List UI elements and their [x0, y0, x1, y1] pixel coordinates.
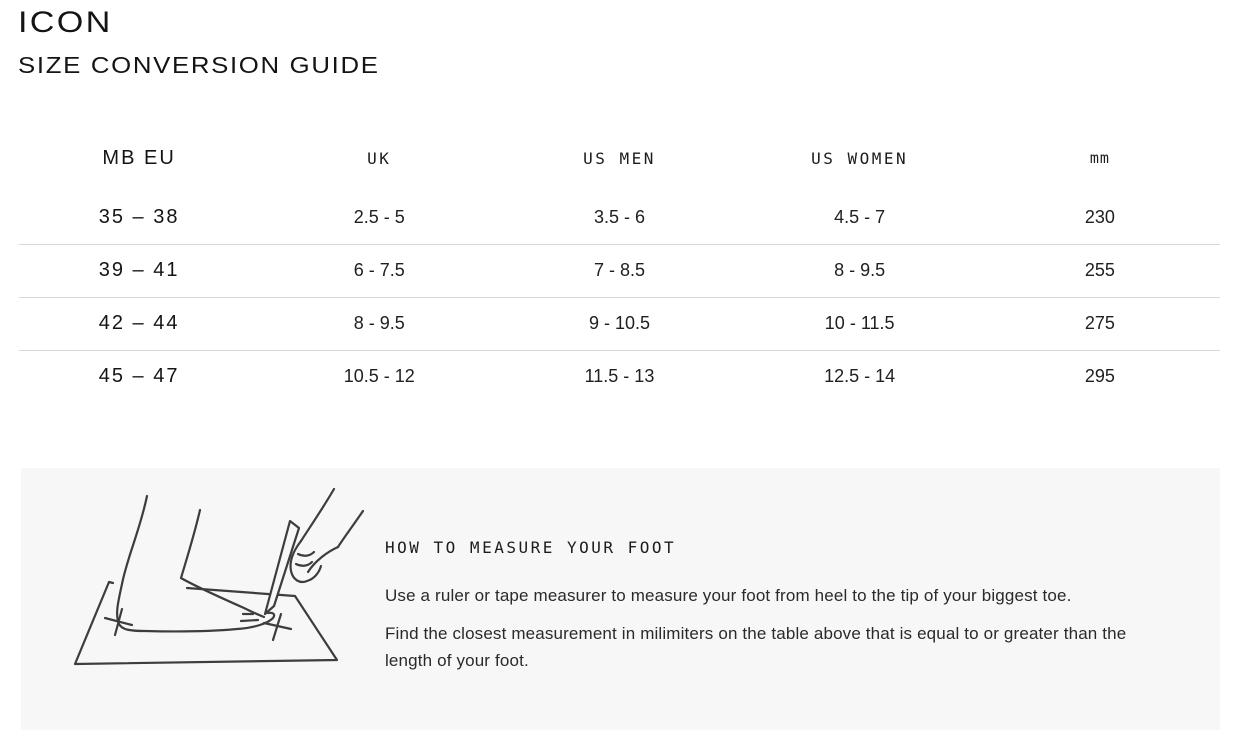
hand-knuckles	[296, 552, 314, 566]
page-subtitle: SIZE CONVERSION GUIDE	[18, 52, 380, 78]
foot-top-line	[181, 510, 264, 617]
table-cell: 4.5 - 7	[740, 191, 980, 244]
pen	[265, 521, 299, 614]
table-header-row	[19, 125, 1220, 191]
toe-cross-mark	[264, 614, 291, 640]
column-header-us-women: US WOMEN	[811, 148, 909, 168]
measure-paragraph-2: Find the closest measurement in milimiters on the table above that is equal to or greater than the length of your foot.	[385, 624, 1127, 670]
hand-forearm-left	[301, 489, 334, 541]
table-cell: 275	[980, 297, 1220, 350]
column-header-mm: mm	[1089, 149, 1110, 167]
size-conversion-table	[19, 125, 1220, 403]
column-header-uk: UK	[367, 148, 392, 168]
page-title: ICON	[18, 6, 113, 39]
table-cell: 255	[980, 244, 1220, 297]
foot-measurement-illustration	[47, 484, 367, 694]
table-cell: 6 - 7.5	[259, 244, 499, 297]
table-cell: 39 – 41	[19, 244, 259, 297]
table-cell: 2.5 - 5	[259, 191, 499, 244]
column-header-mb-eu: MB EU	[102, 146, 176, 169]
table-cell: 8 - 9.5	[259, 297, 499, 350]
measure-heading: HOW TO MEASURE YOUR FOOT	[385, 538, 677, 557]
table-row	[19, 191, 1220, 244]
table-cell: 230	[980, 191, 1220, 244]
toe-marks	[241, 614, 258, 621]
table-cell: 9 - 10.5	[499, 297, 739, 350]
table-cell: 8 - 9.5	[740, 244, 980, 297]
heel-cross-mark	[105, 609, 132, 635]
table-cell: 12.5 - 14	[824, 366, 896, 387]
table-cell: 11.5 - 13	[584, 366, 655, 387]
measure-instructions	[385, 538, 1175, 685]
table-cell: 295	[1084, 366, 1115, 387]
paper-sheet	[75, 582, 337, 664]
table-cell: 45 – 47	[98, 365, 180, 388]
table-cell: 35 – 38	[19, 191, 259, 244]
table-cell: 10.5 - 12	[343, 366, 415, 387]
measure-paragraph-1: Use a ruler or tape measurer to measure your foot from heel to the tip of your biggest toe.	[385, 586, 1072, 605]
table-row	[19, 350, 1220, 403]
table-cell: 10 - 11.5	[740, 297, 980, 350]
table-row	[19, 244, 1220, 297]
table-row	[19, 297, 1220, 350]
table-cell: 42 – 44	[19, 297, 259, 350]
how-to-measure-panel	[21, 468, 1220, 730]
hand-thumb	[308, 547, 338, 572]
table-cell: 7 - 8.5	[499, 244, 739, 297]
table-cell: 3.5 - 6	[499, 191, 739, 244]
column-header-us-men: US MEN	[583, 148, 656, 168]
hand-forearm-right	[338, 511, 363, 547]
